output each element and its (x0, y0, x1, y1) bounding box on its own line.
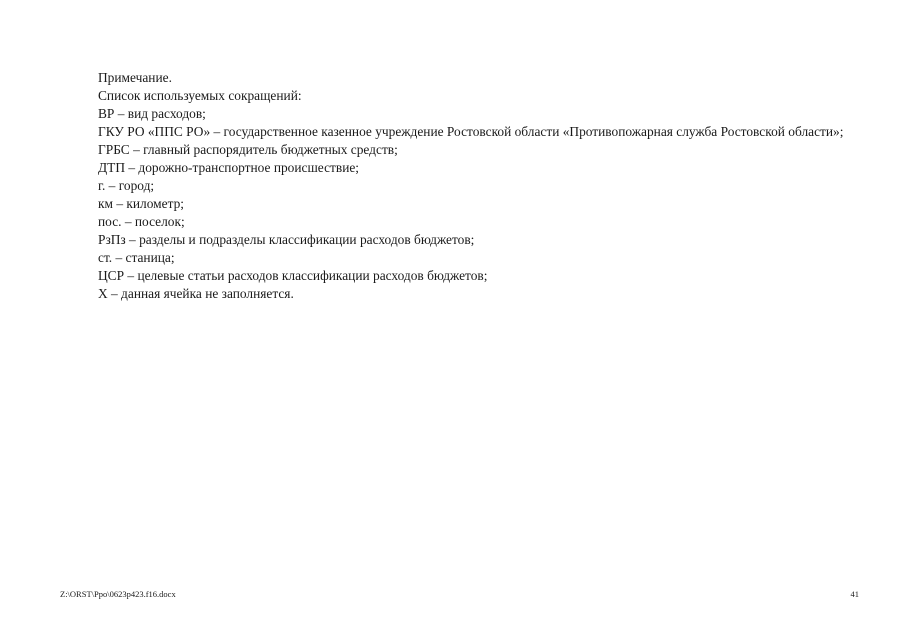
abbreviation-item: г. – город; (98, 178, 155, 193)
abbreviation-item: ст. – станица; (98, 250, 175, 265)
abbreviation-item: ГКУ РО «ППС РО» – государственное казенное учреждение Ростовской области «Противопожарная служба Ростовской области»; (98, 124, 844, 139)
page-number: 41 (850, 589, 859, 599)
abbreviation-item: ГРБС – главный распорядитель бюджетных средств; (98, 142, 398, 157)
abbreviation-item: пос. – поселок; (98, 214, 185, 229)
abbreviation-item: ДТП – дорожно-транспортное происшествие; (98, 160, 360, 175)
abbreviation-item: Х – данная ячейка не заполняется. (98, 286, 294, 301)
notes-heading: Примечание. (98, 70, 172, 85)
abbreviations-title: Список используемых сокращений: (98, 88, 302, 103)
footer-file-path: Z:\ORST\Ppo\0623p423.f16.docx (60, 589, 176, 599)
notes-section (60, 69, 859, 303)
abbreviation-item: ЦСР – целевые статьи расходов классификации расходов бюджетов; (98, 268, 488, 283)
abbreviation-item: км – километр; (98, 196, 185, 211)
abbreviation-item: ВР – вид расходов; (98, 106, 206, 121)
abbreviation-item: РзПз – разделы и подразделы классификации расходов бюджетов; (98, 232, 475, 247)
